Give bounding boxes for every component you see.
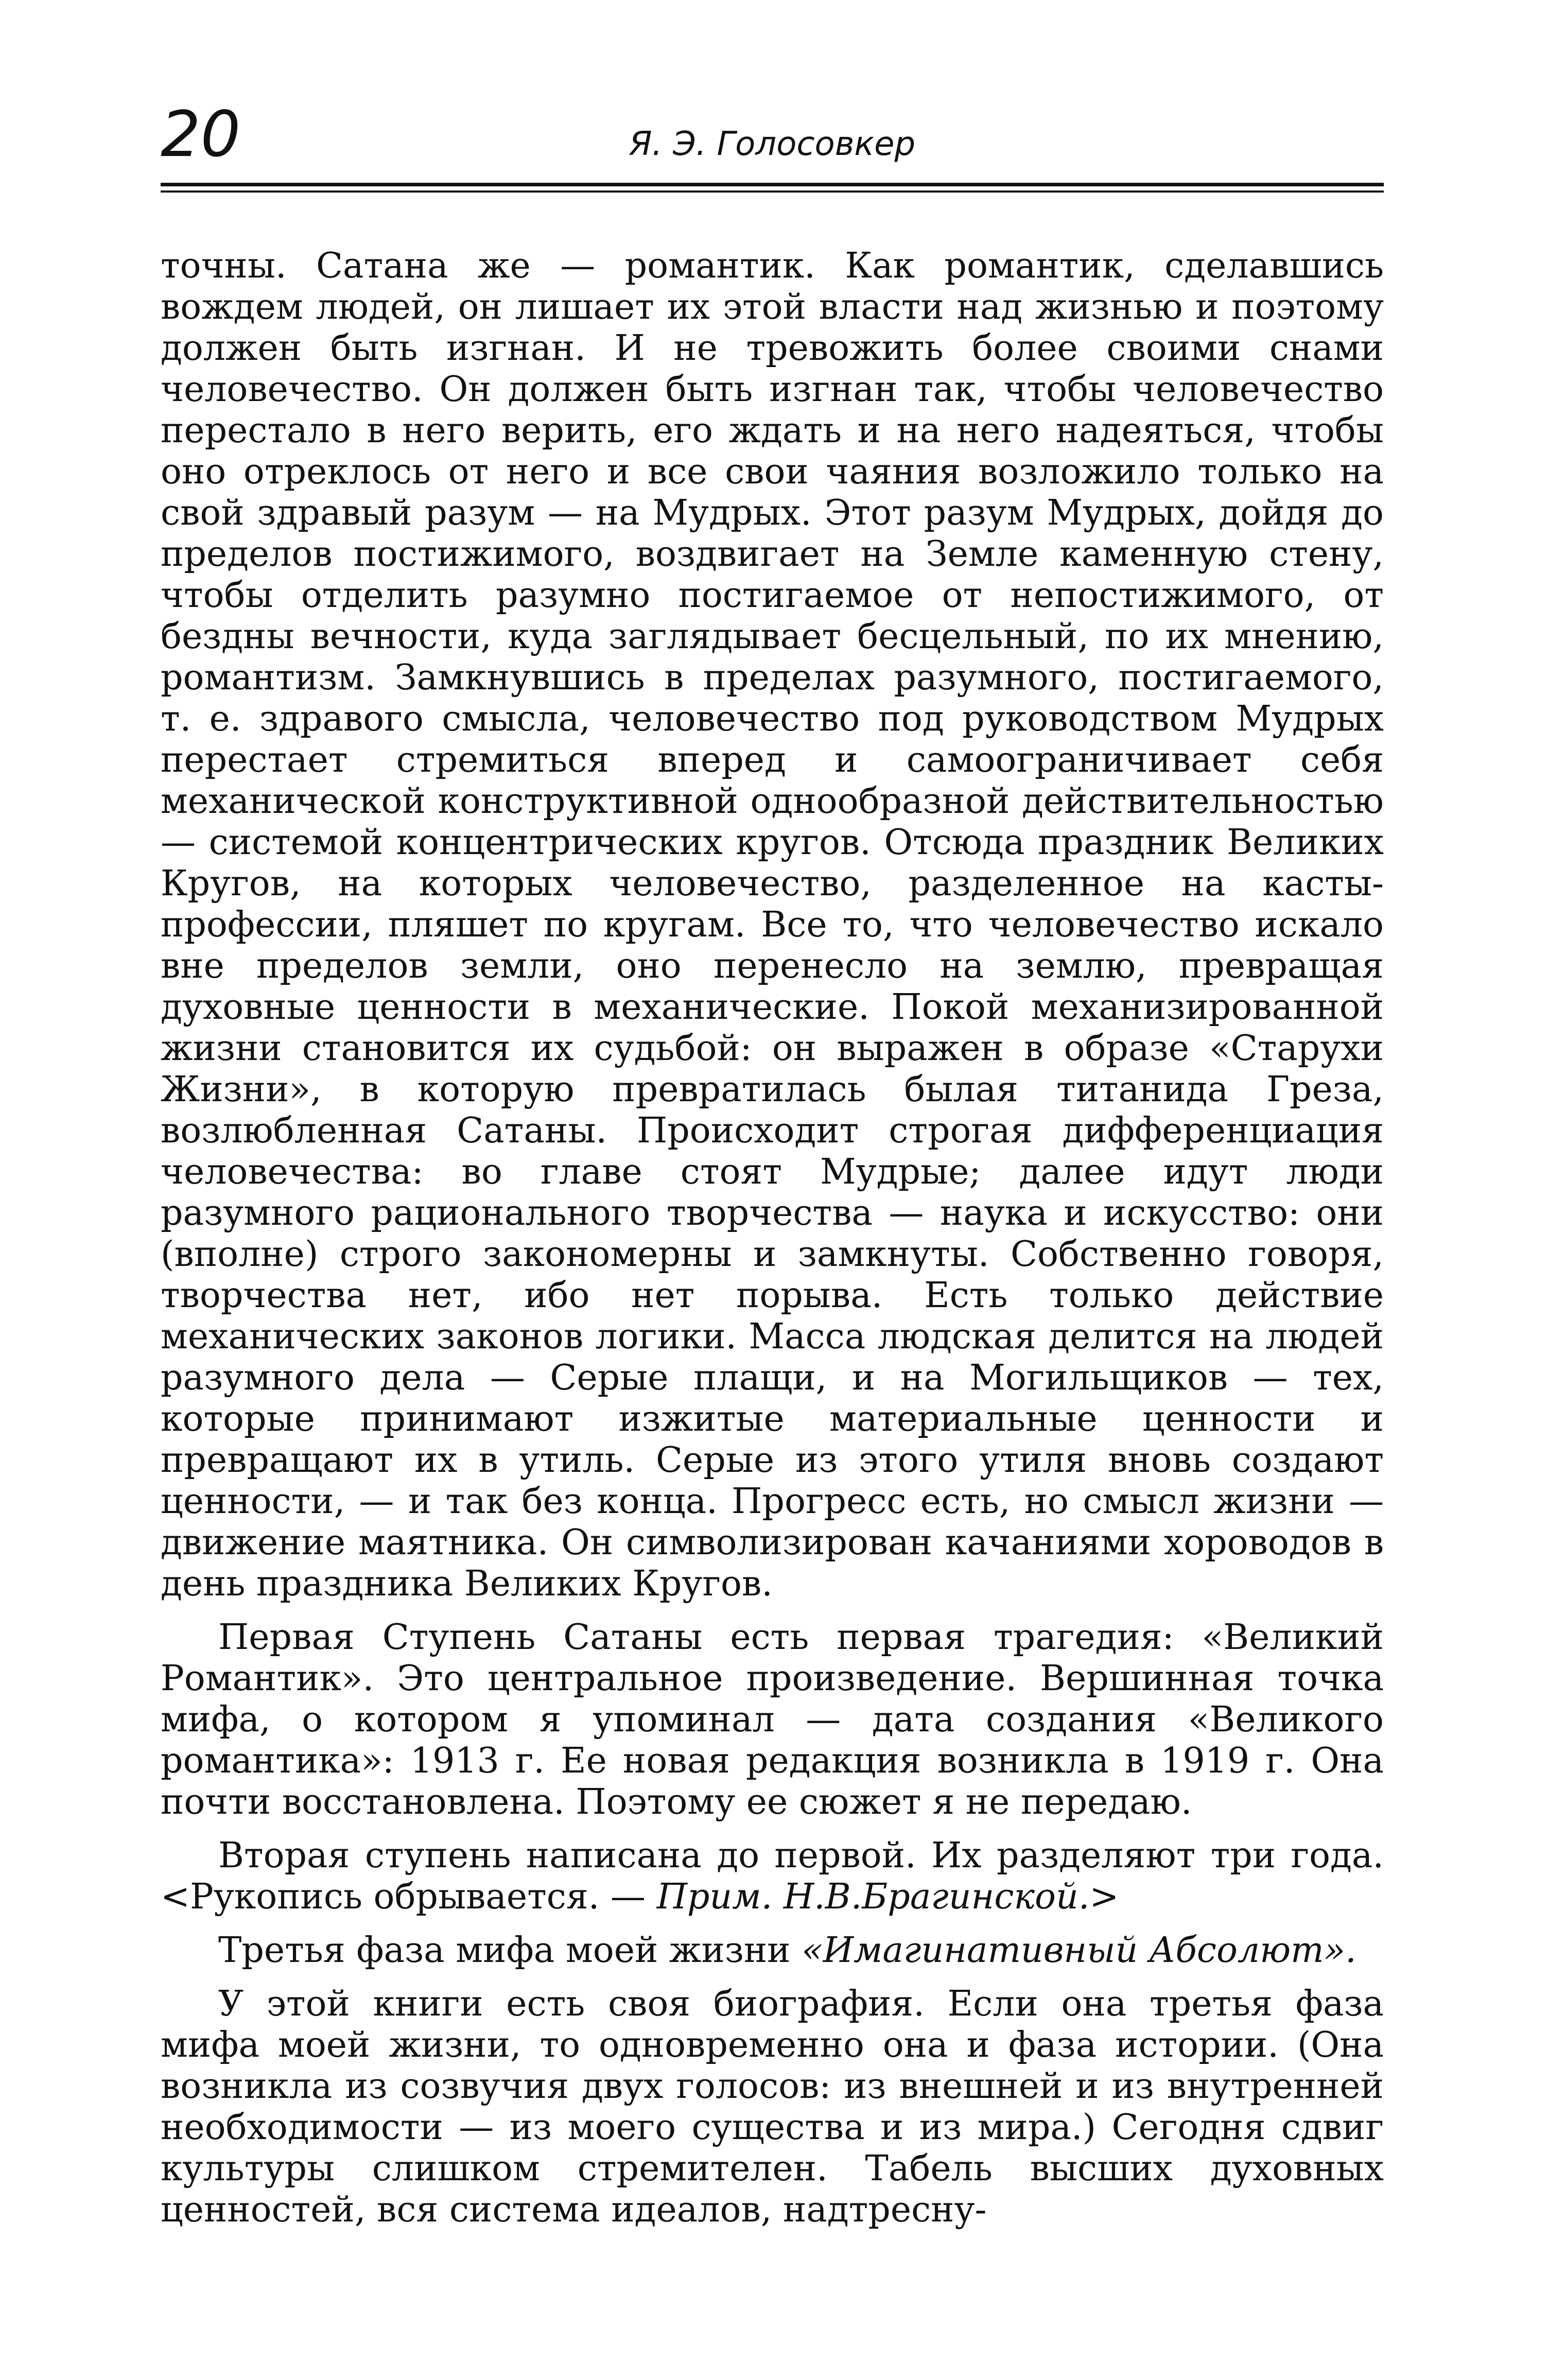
header-rule-thin (161, 190, 1384, 193)
page-number: 20 (161, 98, 241, 171)
paragraph-4 (161, 1930, 1384, 1971)
paragraph-3-note: Прим. Н.В.Брагинской. (656, 1877, 1090, 1917)
paragraph-2: Первая Ступень Сатаны есть первая трагедия: «Великий Романтик». Это центральное произведение. Вершинная точка мифа, о котором я упоминал — дата создания «Великого романтика»: 1913 г. Ее новая редакция возникла в 1919 г. Она почти восстановлена. Поэтому ее сюжет я не передаю. (161, 1617, 1384, 1822)
running-head: Я. Э. Голосовкер (629, 125, 916, 163)
body-text (161, 246, 1384, 2231)
paragraph-3-text: Вторая ступень написана до первой. Их разделяют три года. <Рукопись обрывается. — (161, 1835, 1384, 1917)
page-header (161, 100, 1384, 178)
paragraph-5: У этой книги есть своя биография. Если она третья фаза мифа моей жизни, то одновременно она и фаза истории. (Она возникла из созвучия двух голосов: из внешней и из внутренней необходимости — из моего существа и из мира.) Сегодня сдвиг культуры слишком стремителен. Табель высших духовных ценностей, вся система идеалов, надтресну- (161, 1984, 1384, 2230)
paragraph-4-text: Третья фаза мифа моей жизни (218, 1930, 802, 1971)
paragraph-4-title: «Имагинативный Абсолют». (802, 1930, 1356, 1971)
header-rule-thick (161, 183, 1384, 186)
paragraph-1: точны. Сатана же — романтик. Как романтик, сделавшись вождем людей, он лишает их этой власти над жизнью и поэтому должен быть изгнан. И не тревожить более своими снами человечество. Он должен быть изгнан так, чтобы человечество перестало в него верить, его ждать и на него надеяться, чтобы оно отреклось от него и все свои чаяния возложило только на свой здравый разум — на Мудрых. Этот разум Мудрых, дойдя до пределов постижимого, воздвигает на Земле каменную стену, чтобы отделить разумно постигаемое от непостижимого, от бездны вечности, куда заглядывает бесцельный, по их мнению, романтизм. Замкнувшись в пределах разумного, постигаемого, т. е. здравого смысла, человечество под руководством Мудрых перестает стремиться вперед и самоограничивает себя механической конструктивной однообразной действительностью — системой концентрических кругов. Отсюда праздник Великих Кругов, на которых человечество, разделенное на касты-профессии, пляшет по кругам. Все то, что человечество искало вне пределов земли, оно перенесло на землю, превращая духовные ценности в механические. Покой механизированной жизни становится их судьбой: он выражен в образе «Старухи Жизни», в которую превратилась былая титанида Греза, возлюбленная Сатаны. Происходит строгая дифференциация человечества: во главе стоят Мудрые; далее идут люди разумного рационального творчества — наука и искусство: они (вполне) строго закономерны и замкнуты. Собственно говоря, творчества нет, ибо нет порыва. Есть только действие механических законов логики. Масса людская делится на людей разумного дела — Серые плащи, и на Могильщиков — тех, которые принимают изжитые материальные ценности и превращают их в утиль. Серые из этого утиля вновь создают ценности, — и так без конца. Прогресс есть, но смысл жизни — движение маятника. Он символизирован качаниями хороводов в день праздника Великих Кругов. (161, 246, 1384, 1604)
paragraph-3 (161, 1835, 1384, 1918)
paragraph-3-end: > (1089, 1877, 1119, 1917)
